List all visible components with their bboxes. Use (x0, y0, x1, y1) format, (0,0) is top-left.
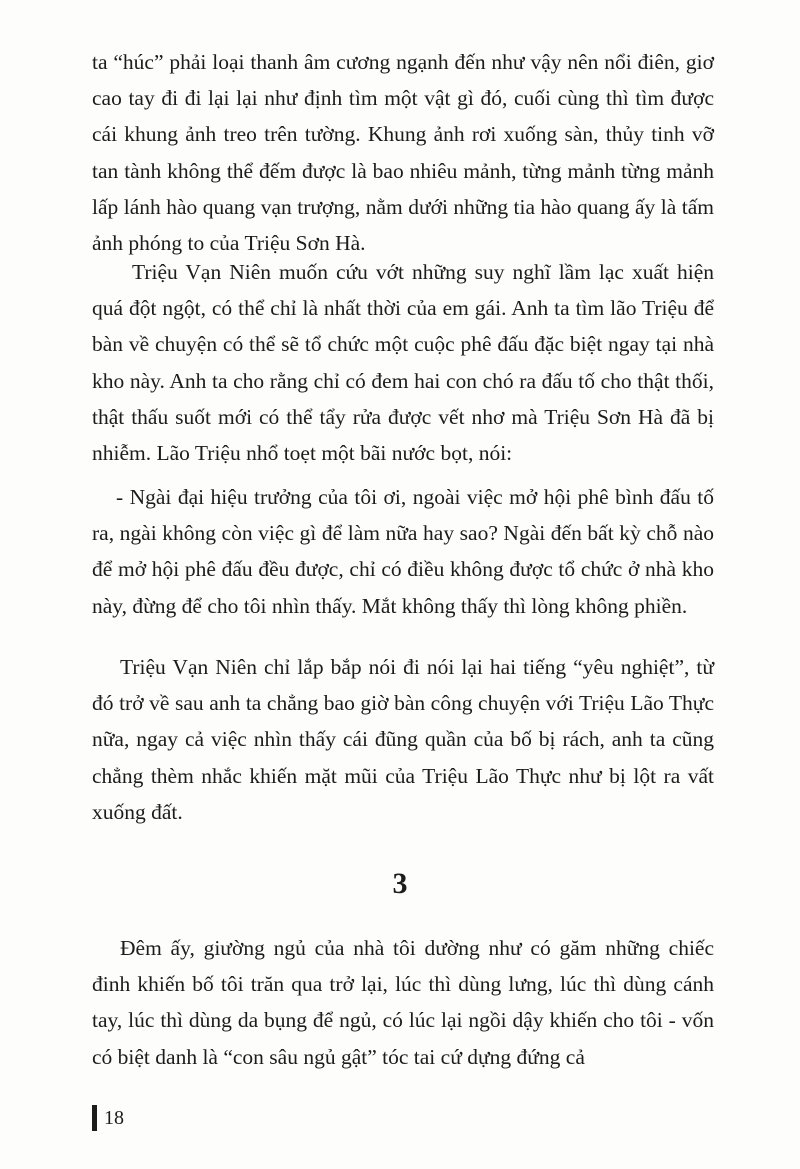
chapter-number: 3 (392, 867, 408, 900)
paragraph-3-dialogue: - Ngài đại hiệu trưởng của tôi ơi, ngoài việc mở hội phê bình đấu tố ra, ngài không còn việc gì để làm nữa hay sao? Ngài đến bất kỳ chỗ nào để mở hội phê đấu đều được, chỉ có điều không được tổ chức ở nhà kho này, đừng để cho tôi nhìn thấy. Mắt không thấy thì lòng không phiền. (92, 485, 714, 618)
paragraph-4: Triệu Vạn Niên chỉ lắp bắp nói đi nói lại hai tiếng “yêu nghiệt”, từ đó trở về sau anh ta chẳng bao giờ bàn công chuyện với Triệu Lão Thực nữa, ngay cả việc nhìn thấy cái đũng quần của bố bị rách, anh ta cũng chẳng thèm nhắc khiến mặt mũi của Triệu Lão Thực như bị lột ra vất xuống đất. (92, 655, 714, 824)
folio-bar-mark (92, 1105, 97, 1131)
page-footer (92, 1103, 124, 1133)
paragraph-1: ta “húc” phải loại thanh âm cương ngạnh đến như vậy nên nổi điên, giơ cao tay đi đi lại lại như định tìm một vật gì đó, cuối cùng thì tìm được cái khung ảnh treo trên tường. Khung ảnh rơi xuống sàn, thủy tinh vỡ tan tành không thể đếm được là bao nhiêu mảnh, từng mảnh từng mảnh lấp lánh hào quang vạn trượng, nằm dưới những tia hào quang ấy là tấm ảnh phóng to của Triệu Sơn Hà. (92, 50, 714, 256)
paragraph-2: Triệu Vạn Niên muốn cứu vớt những suy nghĩ lầm lạc xuất hiện quá đột ngột, có thể chỉ là nhất thời của em gái. Anh ta tìm lão Triệu để bàn về chuyện có thể sẽ tổ chức một cuộc phê đấu đặc biệt ngay tại nhà kho này. Anh ta cho rằng chỉ có đem hai con chó ra đấu tố cho thật thối, thật thấu suốt mới có thể tẩy rửa được vết nhơ mà Triệu Sơn Hà đã bị nhiễm. Lão Triệu nhổ toẹt một bãi nước bọt, nói: (92, 260, 714, 466)
page-number: 18 (104, 1107, 124, 1129)
paragraph-5: Đêm ấy, giường ngủ của nhà tôi dường như có găm những chiếc đinh khiến bố tôi trăn qua trở lại, lúc thì dùng lưng, lúc thì dùng cánh tay, lúc thì dùng da bụng để ngủ, có lúc lại ngồi dậy khiến cho tôi - vốn có biệt danh là “con sâu ngủ gật” tóc tai cứ dựng đứng cả (92, 936, 714, 1069)
